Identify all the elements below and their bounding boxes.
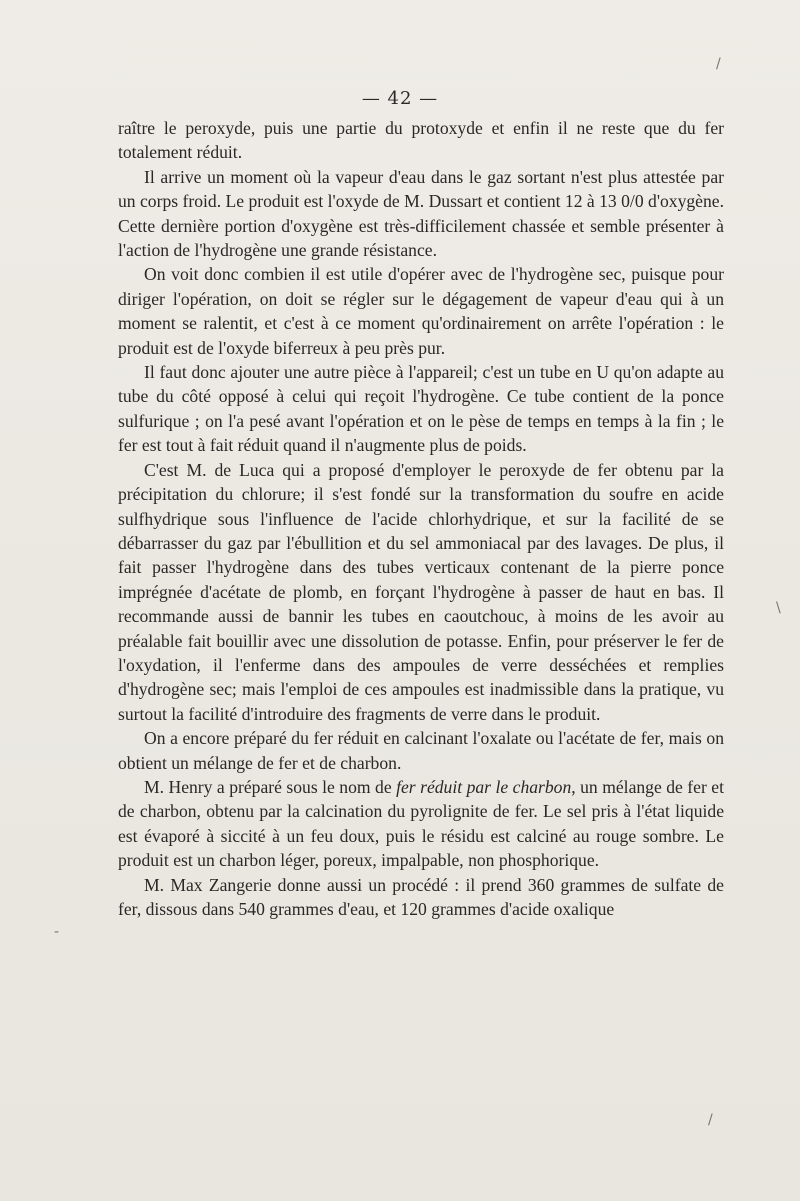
scan-speck-top-right: / xyxy=(716,56,721,72)
paragraph-7-end: , un mélange de fer et de charbon, obtenu par la calcination du pyrolignite de fer. Le sel pris à l'état liquide est évaporé à siccité à un feu doux, puis le résidu est calciné au rouge sombre. Le produit est un charbon léger, poreux, impalpable, non phosphorique. xyxy=(118,776,724,871)
paragraph-2: Il arrive un moment où la vapeur d'eau dans le gaz sortant n'est plus attestée par un corps froid. Le produit est l'oxyde de M. Dussart et contient 12 à 13 0/0 d'oxygène. Cette dernière portion d'oxygène est très-difficilement chassée et semble présenter à l'action de l'hydrogène une grande résistance. xyxy=(118,166,724,261)
scan-speck-right: \ xyxy=(776,600,781,616)
paragraph-7-start: M. Henry a préparé sous le nom de xyxy=(144,776,397,797)
paragraph-1: raître le peroxyde, puis une partie du protoxyde et enfin il ne reste que du fer totalement réduit. xyxy=(118,118,724,163)
paragraph-4: Il faut donc ajouter une autre pièce à l'appareil; c'est un tube en U qu'on adapte au tube du côté opposé à celui qui reçoit l'hydrogène. Ce tube contient de la ponce sulfurique ; on l'a pesé avant l'opération et on le pèse de temps en temps à la fin ; le fer est tout à fait réduit quand il n'augmente plus de poids. xyxy=(118,362,724,456)
paragraph-7 xyxy=(118,775,724,873)
scan-speck-left: - xyxy=(54,924,60,940)
text-body xyxy=(118,116,724,921)
paragraph-6: On a encore préparé du fer réduit en calcinant l'oxalate ou l'acétate de fer, mais on obtient un mélange de fer et de charbon. xyxy=(118,728,724,773)
paragraph-3: On voit donc combien il est utile d'opérer avec de l'hydrogène sec, puisque pour diriger l'opération, on doit se régler sur le dégagement de vapeur d'eau qui à un moment se ralentit, et c'est à ce moment qu'ordinairement on arrête l'opération : le produit est de l'oxyde biferreux à peu près pur. xyxy=(118,264,724,358)
paragraph-8: M. Max Zangerie donne aussi un procédé : il prend 360 grammes de sulfate de fer, dissous dans 540 grammes d'eau, et 120 grammes d'acide oxalique xyxy=(118,874,724,919)
scan-speck-bottom-right: / xyxy=(708,1112,713,1128)
paragraph-5: C'est M. de Luca qui a proposé d'employer le peroxyde de fer obtenu par la précipitation du chlorure; il s'est fondé sur la transformation du soufre en acide sulfhydrique sous l'influence de l'acide chlorhydrique, et sur la facilité de se débarrasser du gaz par l'ébullition et du sel ammoniacal par des lavages. De plus, il fait passer l'hydrogène dans des tubes verticaux contenant de la pierre ponce imprégnée d'acétate de plomb, en forçant l'hydrogène à passer de haut en bas. Il recommande aussi de bannir les tubes en caoutchouc, à moins de les avoir au préalable fait bouillir avec une dissolution de potasse. Enfin, pour préserver le fer de l'oxydation, il l'enferme dans des ampoules de verre desséchées et remplies d'hydrogène sec; mais l'emploi de ces ampoules est inadmissible dans la pratique, vu surtout la facilité d'introduire des fragments de verre dans le produit. xyxy=(118,459,724,724)
page-number: — 42 — xyxy=(361,88,439,109)
paragraph-7-italic: fer réduit par le charbon xyxy=(396,776,572,797)
